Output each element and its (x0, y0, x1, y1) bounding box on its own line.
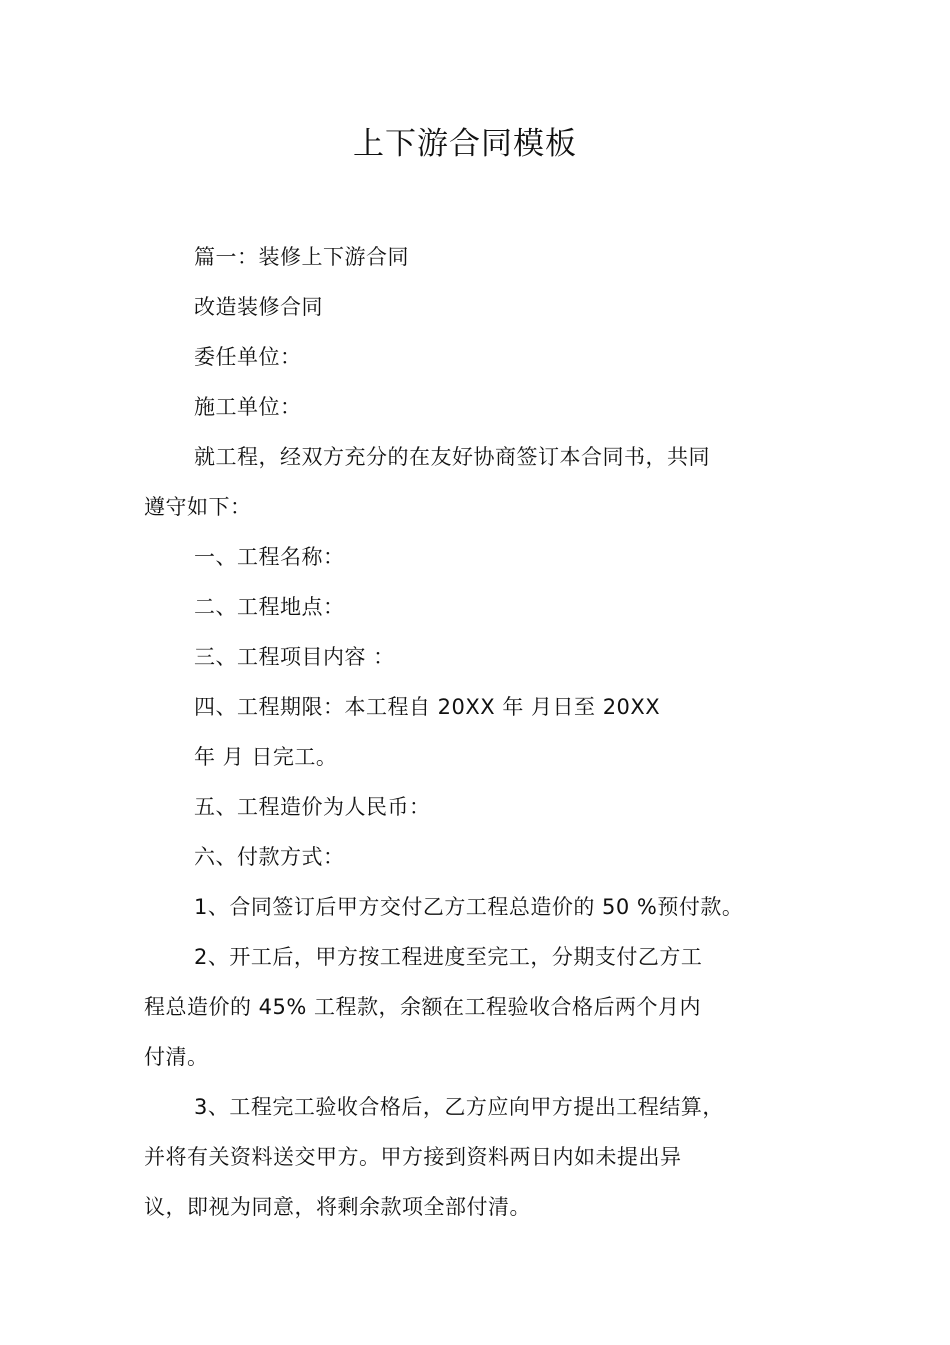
clause-payment-method: 六、付款方式： (194, 845, 345, 869)
client-unit-label: 委任单位： (194, 345, 302, 369)
document-title: 上下游合同模板 (353, 126, 577, 162)
payment-item-3: 议，即视为同意，将剩余款项全部付清。 (144, 1195, 531, 1219)
payment-item-1: 1、合同签订后甲方交付乙方工程总造价的 50 %预付款。 (194, 895, 744, 919)
payment-item-2: 程总造价的 45% 工程款，余额在工程验收合格后两个月内 (144, 995, 702, 1019)
clause-project-period: 四、工程期限：本工程自 20XX 年 月日至 20XX (194, 695, 661, 719)
clause-project-cost: 五、工程造价为人民币： (194, 795, 431, 819)
section-heading: 篇一：装修上下游合同 (194, 245, 409, 269)
payment-item-2: 2、开工后，甲方按工程进度至完工，分期支付乙方工 (194, 945, 703, 969)
preamble-line: 就工程，经双方充分的在友好协商签订本合同书，共同 (194, 445, 710, 469)
contractor-unit-label: 施工单位： (194, 395, 302, 419)
clause-project-content: 三、工程项目内容 ： (194, 645, 395, 669)
preamble-line: 遵守如下： (144, 495, 252, 519)
clause-project-name: 一、工程名称： (194, 545, 345, 569)
payment-item-2: 付清。 (144, 1045, 209, 1069)
payment-item-3: 并将有关资料送交甲方。甲方接到资料两日内如未提出异 (144, 1145, 682, 1169)
contract-name: 改造装修合同 (194, 295, 323, 319)
clause-project-period: 年 月 日完工。 (194, 745, 338, 769)
clause-project-location: 二、工程地点： (194, 595, 345, 619)
payment-item-3: 3、工程完工验收合格后，乙方应向甲方提出工程结算， (194, 1095, 724, 1119)
